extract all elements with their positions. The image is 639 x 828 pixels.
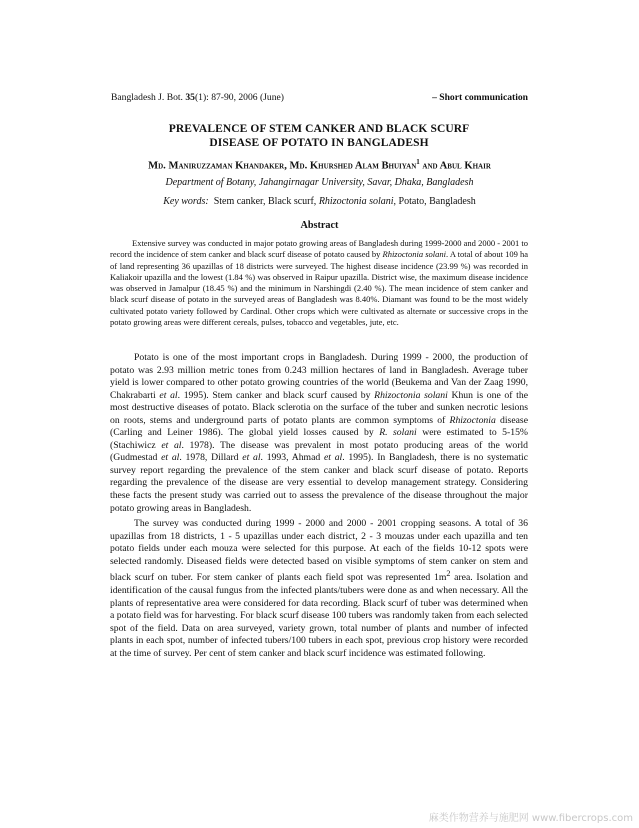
author-list <box>60 158 579 172</box>
abstract-text: Extensive survey was conducted in major potato growing areas of Bangladesh during 1999-2000 and 2000 - 2001 to record the incidence of stem canker and black scurf disease of potato caused by Rhizoctonia solani. A total of about 109 ha of land representing 36 upazillas of 18 districts were surveyed. The highest disease incidence (23.99 %) was recorded in Kaliakoir upazilla and the lowest (1.84 %) was observed in Raipur upazilla. District wise, the maximum disease incidence was observed in Jamalpur (18.45 %) and the minimum in Narshingdi (2.40 %). The mean incidence of stem canker and black scurf disease of potato in the surveyed areas of Bangladesh was 8.40%. Diamant was found to be the most widely cultivated potato variety followed by Cardinal. Other crops which were cultivated as alternate or successive crops in the potato growing areas were different cereals, pulses, tobacco and vegetables, jute, etc. <box>110 238 529 328</box>
author-2-footnote-mark: 1 <box>416 158 420 166</box>
title-line-2: DISEASE OF POTATO IN BANGLADESH <box>209 137 429 149</box>
article-type: – Short communication <box>432 92 528 103</box>
abstract-heading: Abstract <box>300 220 339 231</box>
title-line-1: PREVALENCE OF STEM CANKER AND BLACK SCURF <box>168 123 470 135</box>
running-header <box>111 92 528 103</box>
affiliation: Department of Botany, Jahangirnagar University, Savar, Dhaka, Bangladesh <box>165 177 474 188</box>
author-1: Md. Maniruzzaman Khandaker, <box>148 160 290 172</box>
site-watermark: 麻类作物营养与施肥网 www.fibercrops.com <box>428 813 633 824</box>
paper-title <box>90 122 548 150</box>
journal-citation: Bangladesh J. Bot. 35(1): 87-90, 2006 (June) <box>111 92 284 103</box>
paragraph-introduction: Potato is one of the most important crops in Bangladesh. During 1999 - 2000, the production of potato was 2.93 million metric tones from 0.243 million hectares of land in Bangladesh. Average tuber yield is lower compared to other potato growing countries of the world (Beukema and Van der Zaag 1990, Chakrabarti et al. 1995). Stem canker and black scurf caused by Rhizoctonia solani Khun is one of the most destructive diseases of potato. Black sclerotia on the surface of the tuber and sunken necrotic lesions on roots, stems and underground parts of potato plants are common symptoms of Rhizoctonia disease (Carling and Leiner 1986). The global yield losses caused by R. solani were estimated to 5-15% (Stachiwicz et al. 1978). The disease was prevalent in most potato producing areas of the world (Gudmestad et al. 1978, Dillard et al. 1993, Ahmad et al. 1995). In Bangladesh, there is no systematic survey report regarding the prevalence of the stem canker and black scurf disease of potato. Reports regarding the prevalence of the disease are very essential to develop management strategy. Considering these facts the present study was carried out to assess the prevalence of the disease throughout the major potato growing areas in Bangladesh. <box>110 352 529 514</box>
keywords-label: Key words: <box>163 196 209 207</box>
keywords: Key words: Stem canker, Black scurf, Rhizoctonia solani, Potato, Bangladesh <box>163 196 476 207</box>
author-2: Md. Khurshed Alam Bhuiyan <box>289 160 417 172</box>
author-3: Abul Khair <box>439 160 491 172</box>
author-joiner: and <box>419 160 440 172</box>
body-text <box>110 352 528 663</box>
journal-volume: 35 <box>185 92 195 103</box>
paragraph-methods: The survey was conducted during 1999 - 2000 and 2000 - 2001 cropping seasons. A total of 36 upazillas from 18 districts, 1 - 5 upazillas under each district, 2 - 3 mouzas under each upazilla and ten potato fields under each mouza were selected for this purpose. At each of the fields 10-12 spots were selected randomly. Diseased fields were detected based on visible symptoms of stem canker on stem and black scurf on tuber. For stem canker of plants each field spot was represented $1m^2$ area. Isolation and identification of the causal fungus from the infected plants/tubers were done as and when necessary. All the plants of representative area were considered for data recording. Black scurf of tuber was determined when a potato field was for harvesting. For black scurf disease 100 tubers was randomly taken from each selected spot of the field. Data on area surveyed, variety grown, total number of plants and number of infected plants in each spot, number of infected tubers/100 tubers in each spot, previous crop history were recorded at the time of survey. Per cent of stem canker and black scurf incidence was estimated following. <box>110 518 528 659</box>
